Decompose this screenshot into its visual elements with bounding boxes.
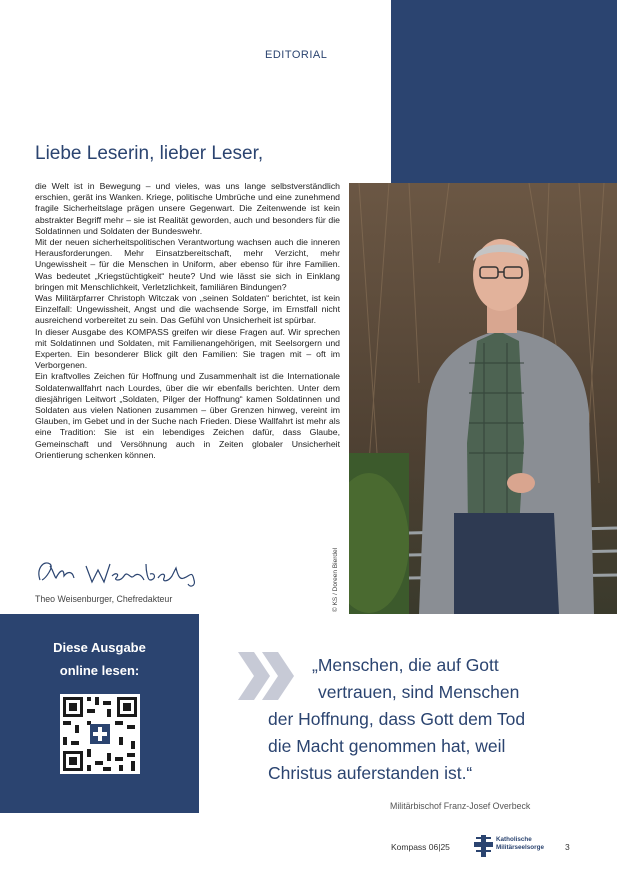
header-color-block (391, 0, 617, 183)
quote-line: die Macht genommen hat, weil (268, 736, 506, 756)
photo-credit: © KS / Doreen Bierdel (332, 547, 339, 612)
logo-line-1: Katholische (496, 836, 532, 843)
portrait-photo (349, 183, 617, 614)
online-box-line-2: online lesen: (59, 663, 140, 678)
quote-line: vertrauen, sind Menschen (318, 682, 520, 702)
magazine-issue: Kompass 06|25 (391, 842, 450, 852)
body-paragraph: Mit der neuen sicherheitspolitischen Verantwortung wachsen auch die inneren Herausforderungen. Mehr Einsatzbereitschaft, mehr Verzicht, mehr Ungewissheit – für die Menschen in Uniform, aber ebenso für ihre Familien. Was bedeutet „Kriegstüchtigkeit“ heute? Und wie lässt sie sich in Einklang bringen mit Menschlichkeit, Verletzlichkeit, familiären Bindungen? (35, 237, 340, 292)
pull-quote (268, 652, 588, 787)
quote-line: Christus auferstanden ist.“ (268, 763, 473, 783)
body-paragraph: Was Militärpfarrer Christoph Witczak von „seinen Soldaten“ berichtet, ist kein Einzelfall: Ungewissheit, Angst und die wachsende Sorge, im Ernstfall nicht ausreichend vorbereitet zu sein. Das Gefühl von Unsicherheit ist spürbar. (35, 293, 340, 326)
editorial-body (35, 181, 340, 461)
online-box-line-1: Diese Ausgabe (53, 640, 146, 655)
online-box-title (0, 636, 199, 682)
body-paragraph: die Welt ist in Bewegung – und vieles, was uns lange selbstverständlich erschien, gerät ins Wanken. Kriege, politische Umbrüche und eine zunehmend fragile Sicherheitslage prägen unsere Gegenwart. Die Zeitenwende ist kein abstrakter Begriff mehr – sie ist Realität geworden, auch und besonders für die Soldatinnen und Soldaten der Bundeswehr. (35, 181, 340, 236)
logo-wordmark (496, 836, 544, 851)
page-number: 3 (565, 842, 570, 852)
signature-caption: Theo Weisenburger, Chefredakteur (35, 594, 173, 604)
quote-line: „Menschen, die auf Gott (312, 655, 499, 675)
body-paragraph: In dieser Ausgabe des KOMPASS greifen wir diese Fragen auf. Wir sprechen mit Soldatinnen und Soldaten, mit Familienangehörigen, mit Seelsorgern und Experten. Ein besonderer Blick gilt den Familien: Sie tragen mit – oft im Verborgenen. (35, 326, 340, 371)
online-reading-box (0, 614, 199, 813)
quote-line: der Hoffnung, dass Gott dem Tod (268, 709, 526, 729)
section-label: EDITORIAL (265, 49, 328, 61)
handwritten-signature (34, 556, 210, 588)
logo-line-2: Militärseelsorge (496, 843, 544, 851)
qr-code[interactable] (60, 694, 140, 774)
quote-author: Militärbischof Franz-Josef Overbeck (390, 801, 531, 811)
salutation-heading: Liebe Leserin, lieber Leser, (35, 143, 264, 164)
body-paragraph: Ein kraftvolles Zeichen für Hoffnung und Zusammenhalt ist die Internationale Soldatenwallfahrt nach Lourdes, über die wir ebenfalls berichten. Unter dem diesjährigen Leitwort „Soldaten, Pilger der Hoffnung“ kamen Soldatinnen und Soldaten aus vielen Nationen zusammen – über Grenzen hinweg, vereint im Glauben, im Gebet und in der Suche nach Frieden. Diese Wallfahrt ist mehr als eine Tradition: Sie ist ein lebendiges Zeichen dafür, dass Glaube, Gemeinschaft und Versöhnung auch in Zeiten globaler Unsicherheit Orientierung schenken können. (35, 371, 340, 460)
